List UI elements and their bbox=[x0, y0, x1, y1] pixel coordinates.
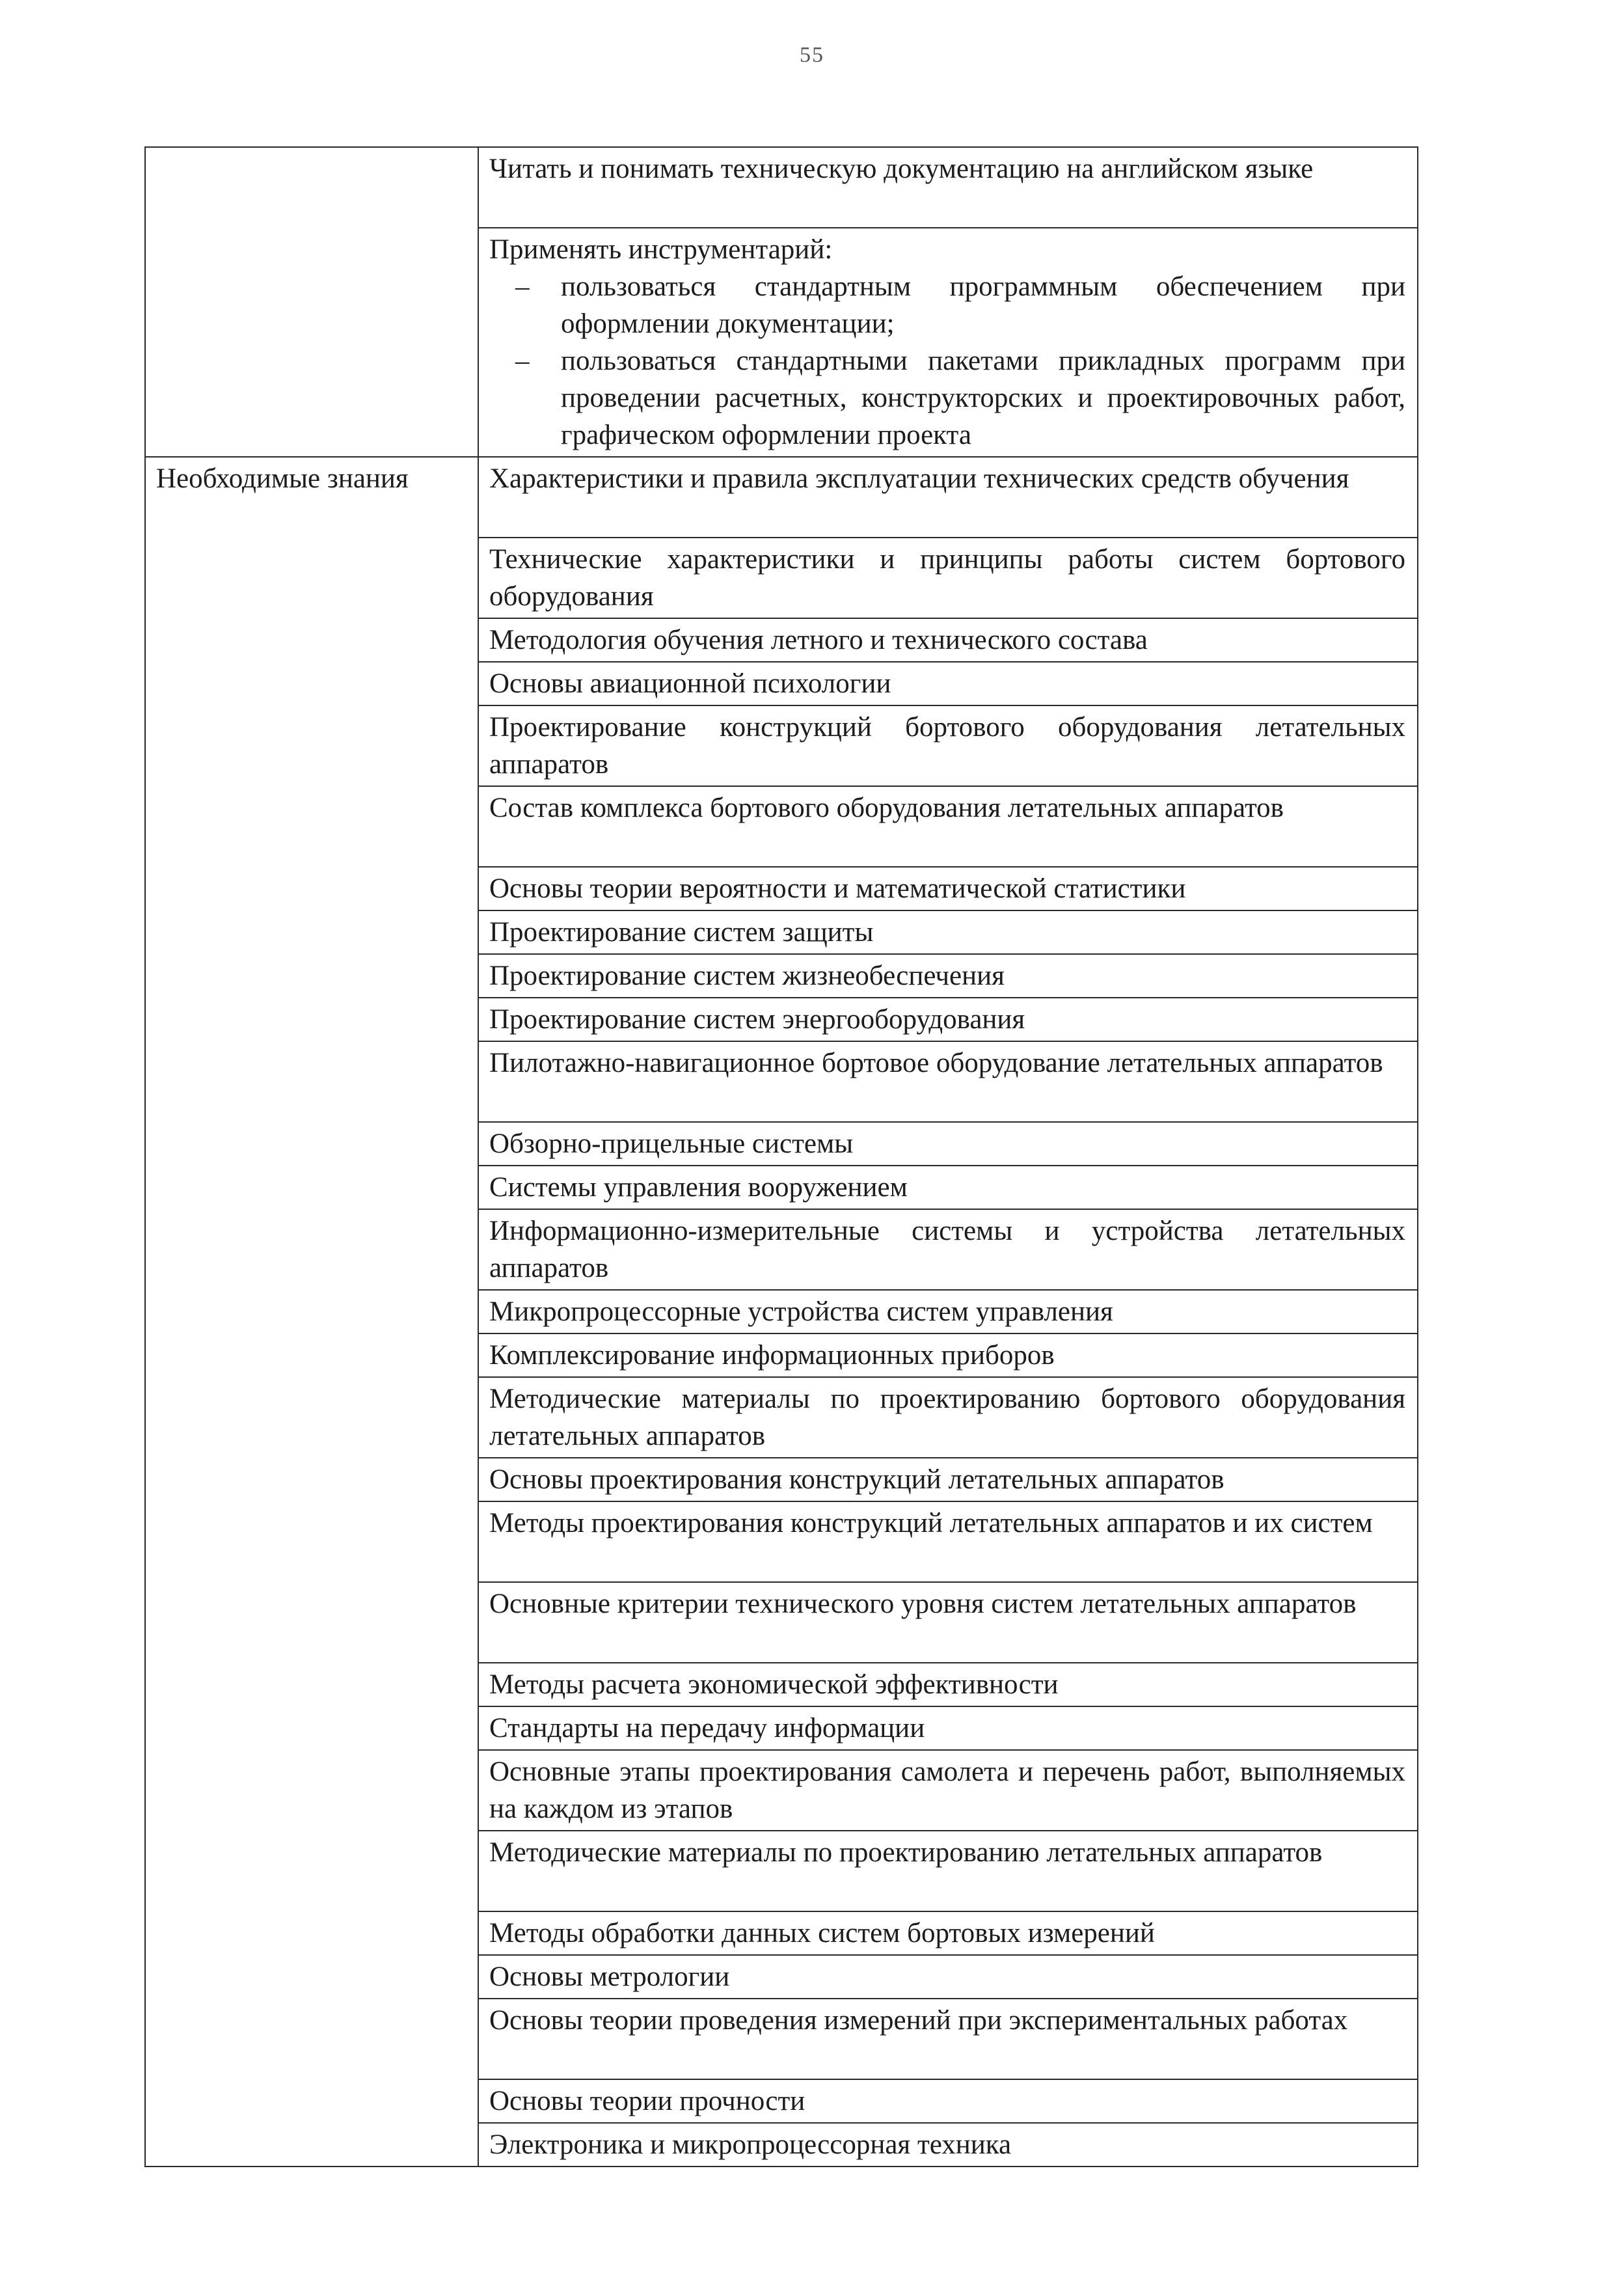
knowledge-item: Микропроцессорные устройства систем управления bbox=[478, 1290, 1418, 1333]
knowledge-item: Обзорно-прицельные системы bbox=[478, 1122, 1418, 1166]
knowledge-item: Методология обучения летного и технического состава bbox=[478, 618, 1418, 662]
knowledge-item: Проектирование систем жизнеобеспечения bbox=[478, 954, 1418, 998]
knowledge-item: Пилотажно-навигационное бортовое оборудование летательных аппаратов bbox=[478, 1041, 1418, 1122]
knowledge-row bbox=[145, 457, 1418, 538]
skill-item: Читать и понимать техническую документацию на английском языке bbox=[478, 147, 1418, 228]
requirements-table bbox=[144, 146, 1418, 2167]
knowledge-item: Характеристики и правила эксплуатации технических средств обучения bbox=[478, 457, 1418, 538]
dash-marker: – bbox=[515, 271, 530, 302]
knowledge-item: Основы метрологии bbox=[478, 1955, 1418, 1999]
knowledge-item: Основы теории вероятности и математической статистики bbox=[478, 867, 1418, 910]
knowledge-item: Проектирование конструкций бортового оборудования летательных аппаратов bbox=[478, 705, 1418, 786]
tools-list bbox=[489, 268, 1405, 454]
knowledge-item: Комплексирование информационных приборов bbox=[478, 1333, 1418, 1377]
knowledge-item: Основные критерии технического уровня систем летательных аппаратов bbox=[478, 1582, 1418, 1663]
skills-row bbox=[145, 147, 1418, 228]
tools-cell bbox=[478, 228, 1418, 457]
tools-bullet-text: пользоваться стандартными пакетами прикладных программ при проведении расчетных, конструкторских и проектировочных работ, графическом оформлении проекта bbox=[561, 346, 1405, 450]
knowledge-label-cell: Необходимые знания bbox=[145, 457, 478, 2167]
knowledge-item: Проектирование систем защиты bbox=[478, 910, 1418, 954]
tools-bullet bbox=[489, 268, 1405, 342]
knowledge-item: Методы обработки данных систем бортовых измерений bbox=[478, 1911, 1418, 1955]
knowledge-item: Технические характеристики и принципы работы систем бортового оборудования bbox=[478, 538, 1418, 618]
knowledge-item: Системы управления вооружением bbox=[478, 1166, 1418, 1209]
knowledge-item: Основы авиационной психологии bbox=[478, 662, 1418, 705]
knowledge-item: Основы теории прочности bbox=[478, 2079, 1418, 2123]
knowledge-item: Основные этапы проектирования самолета и перечень работ, выполняемых на каждом из этапов bbox=[478, 1750, 1418, 1831]
knowledge-item: Информационно-измерительные системы и устройства летательных аппаратов bbox=[478, 1209, 1418, 1290]
knowledge-item: Методы расчета экономической эффективности bbox=[478, 1663, 1418, 1706]
knowledge-item: Методы проектирования конструкций летательных аппаратов и их систем bbox=[478, 1501, 1418, 1582]
knowledge-item: Методические материалы по проектированию бортового оборудования летательных аппаратов bbox=[478, 1377, 1418, 1458]
tools-heading: Применять инструментарий: bbox=[489, 234, 833, 265]
page-number: 55 bbox=[800, 43, 824, 67]
skills-label-cell bbox=[145, 147, 478, 457]
knowledge-item: Методические материалы по проектированию летательных аппаратов bbox=[478, 1831, 1418, 1911]
knowledge-item: Основы теории проведения измерений при экспериментальных работах bbox=[478, 1999, 1418, 2079]
knowledge-item: Стандарты на передачу информации bbox=[478, 1706, 1418, 1750]
tools-bullet-text: пользоваться стандартным программным обеспечением при оформлении документации; bbox=[561, 271, 1405, 339]
knowledge-item: Основы проектирования конструкций летательных аппаратов bbox=[478, 1458, 1418, 1501]
dash-marker: – bbox=[515, 346, 530, 376]
knowledge-item: Проектирование систем энергооборудования bbox=[478, 998, 1418, 1041]
knowledge-item: Состав комплекса бортового оборудования летательных аппаратов bbox=[478, 786, 1418, 867]
knowledge-item: Электроника и микропроцессорная техника bbox=[478, 2123, 1418, 2167]
tools-bullet bbox=[489, 342, 1405, 454]
